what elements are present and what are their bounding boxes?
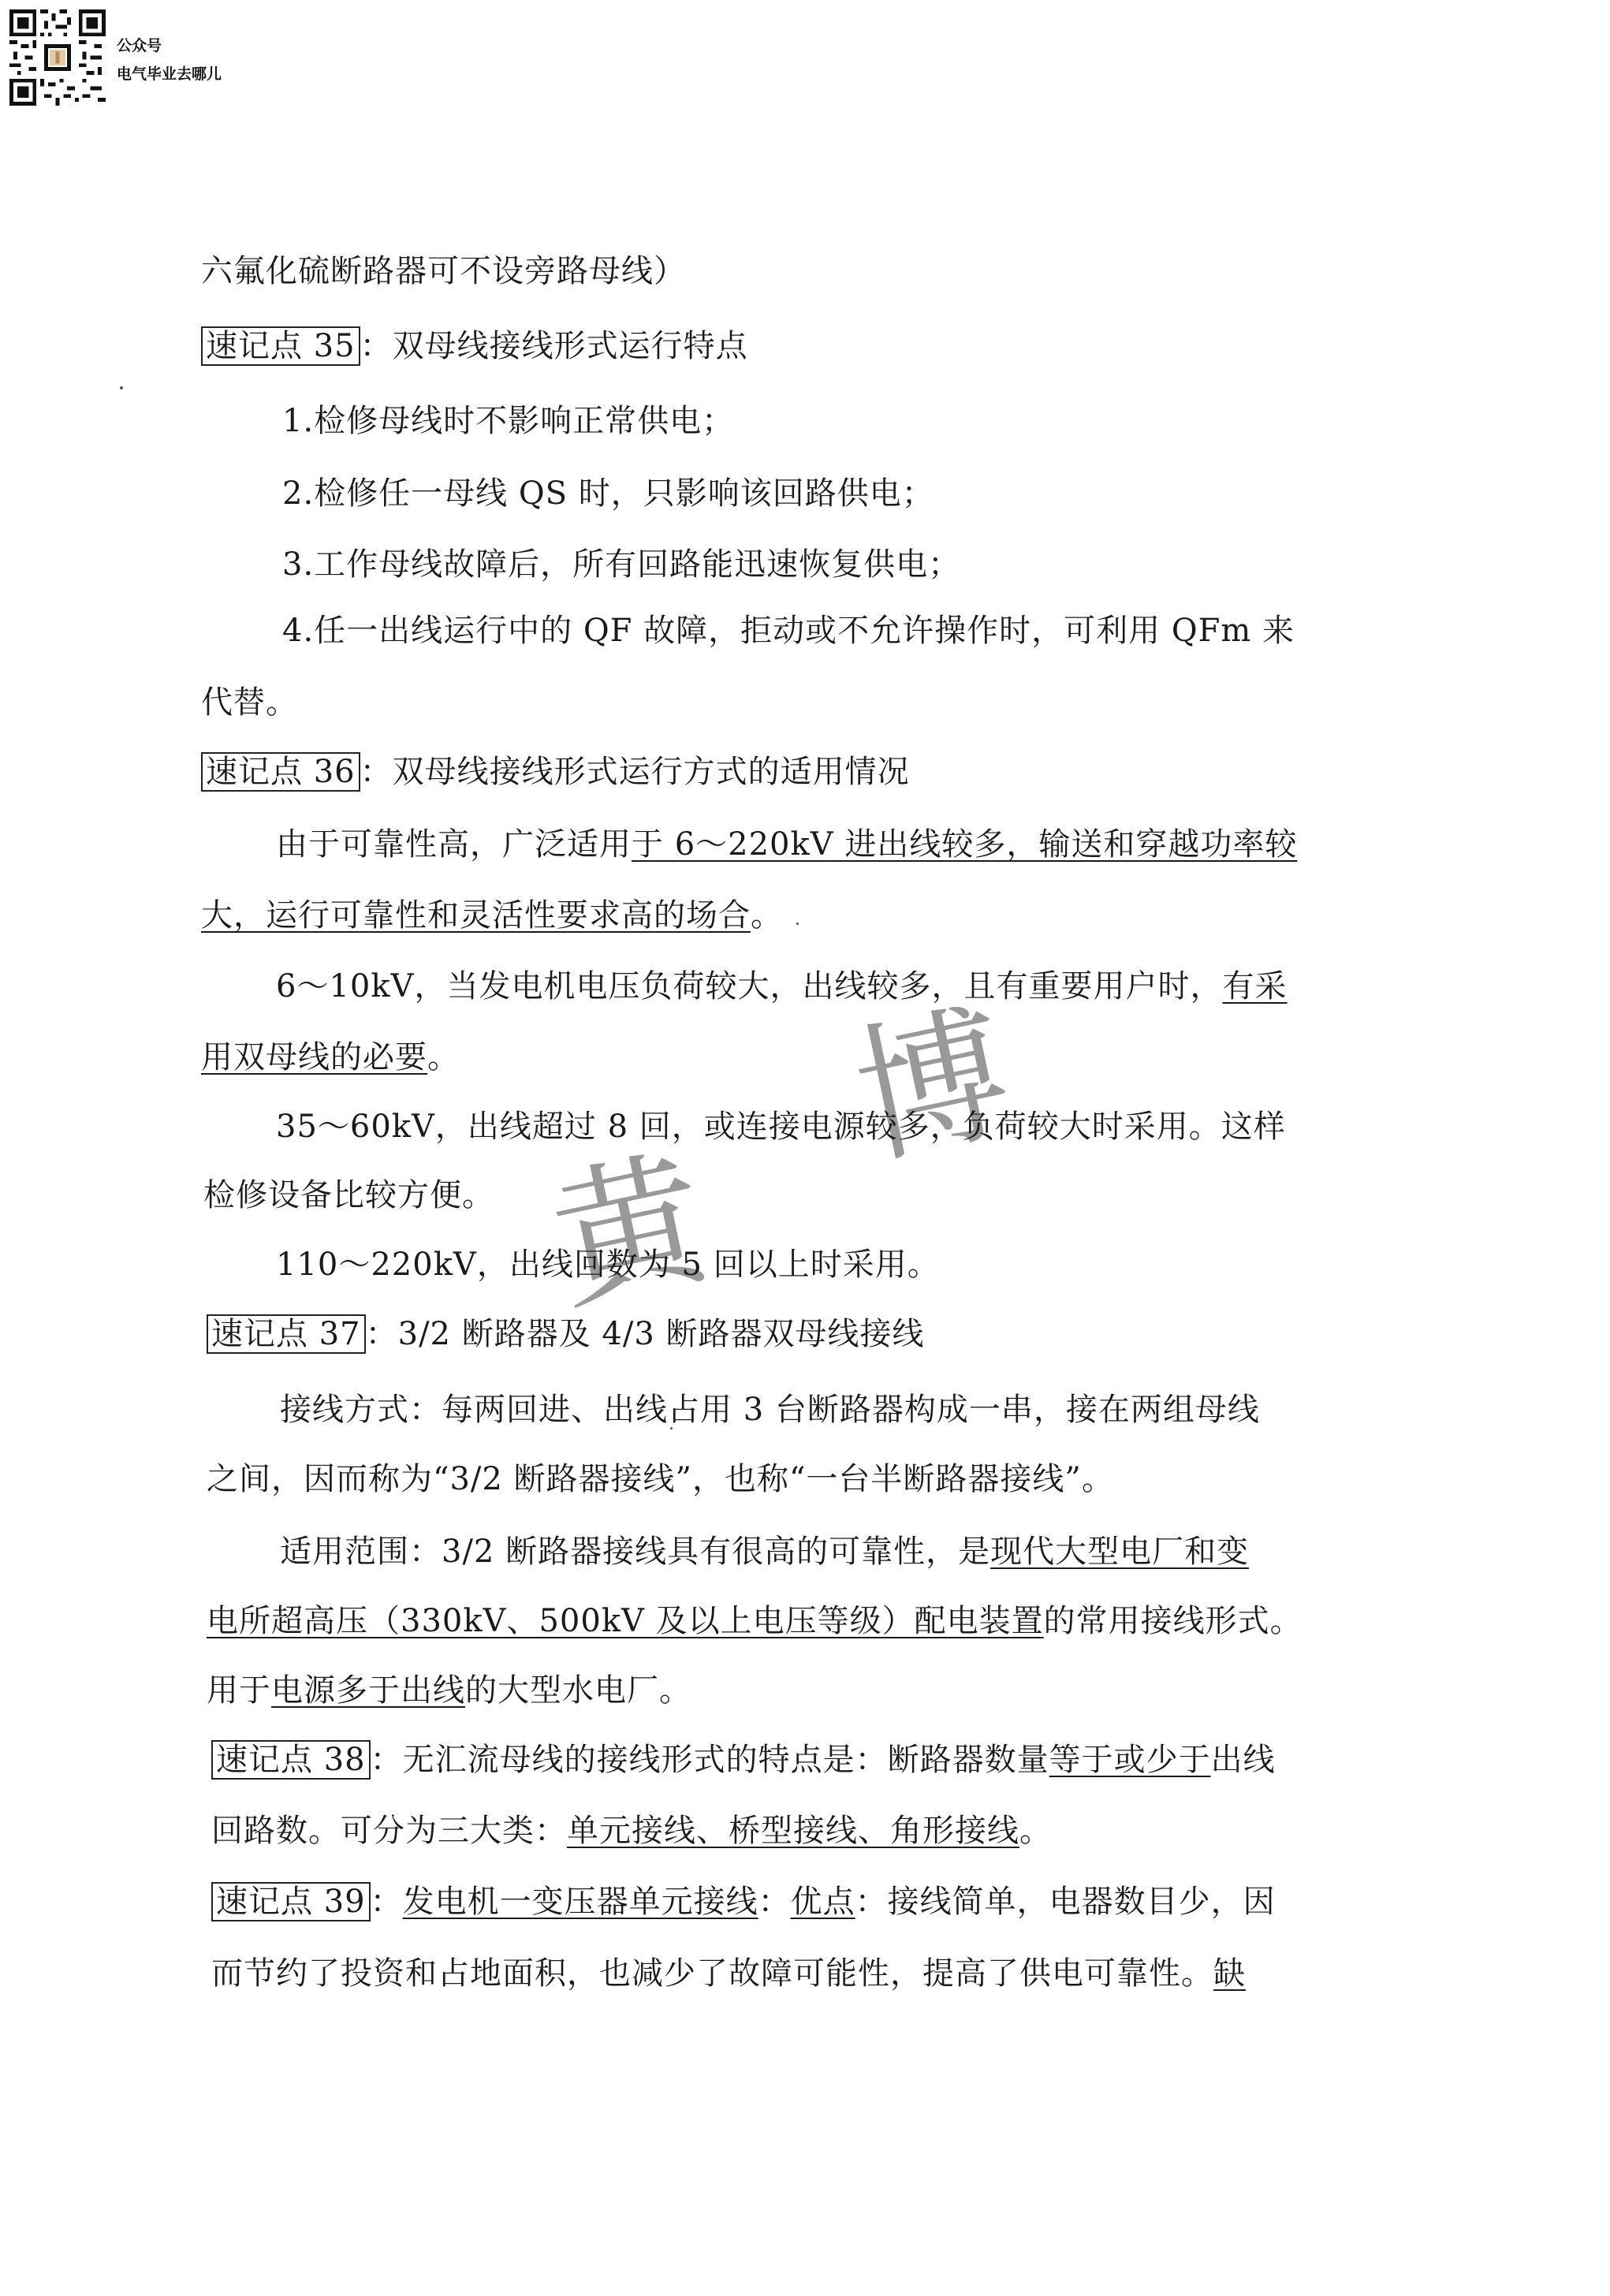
underlined-text: 等于或少于 [1049, 1742, 1211, 1778]
underlined-text: 电源多于出线 [271, 1672, 465, 1709]
plain-text: 用于 [207, 1672, 271, 1709]
section-heading-35 [201, 326, 748, 367]
section-heading-37 [207, 1314, 925, 1355]
underlined-text: 发电机一变压器单元接线 [402, 1884, 758, 1920]
paragraph-line: 110～220kV，出线回数为 5 回以上时采用。 [276, 1247, 940, 1283]
plain-text: 。 [751, 897, 783, 934]
plain-text: 的大型水电厂。 [465, 1672, 691, 1709]
underlined-text: 大，运行可靠性和灵活性要求高的场合 [201, 897, 751, 934]
key-point-box: 速记点 35 [201, 326, 360, 366]
section-heading-36 [201, 751, 910, 792]
underlined-text: 电所超高压（330kV、500kV 及以上电压等级）配电装置 [207, 1603, 1044, 1639]
plain-text: 由于可靠性高，广泛适用 [276, 826, 632, 863]
heading-text: ：无汇流母线的接线形式的特点是：断路器数量 [370, 1742, 1049, 1778]
plain-text: 。 [1019, 1813, 1052, 1849]
plain-text: 6～10kV，当发电机电压负荷较大，出线较多，且有重要用户时， [276, 968, 1223, 1004]
paragraph-line: 检修设备比较方便。 [203, 1177, 494, 1213]
paragraph-line [207, 1601, 1303, 1642]
key-point-box: 速记点 36 [201, 752, 360, 792]
paragraph-line: 35～60kV，出线超过 8 回，或连接电源较多，负荷较大时采用。这样 [276, 1109, 1286, 1145]
key-point-box: 速记点 39 [211, 1882, 371, 1921]
text-line: 六氟化硫断路器可不设旁路母线） [201, 253, 686, 289]
section-heading-38 [211, 1739, 1276, 1780]
paragraph-line: 接线方式：每两回进、出线占用 3 台断路器构成一串，接在两组母线 [280, 1392, 1260, 1428]
heading-text: ： [758, 1884, 791, 1920]
plain-text: 的常用接线形式。 [1043, 1603, 1303, 1639]
list-item: 1.检修母线时不影响正常供电； [282, 403, 735, 439]
heading-text: ： [370, 1884, 403, 1920]
heading-text: 出线 [1210, 1742, 1276, 1778]
plain-text: 适用范围：3/2 断路器接线具有很高的可靠性，是 [280, 1534, 991, 1570]
paragraph-line [211, 1810, 1052, 1851]
underlined-text: 单元接线、桥型接线、角形接线 [567, 1813, 1019, 1849]
underlined-text: 优点 [790, 1884, 855, 1920]
underlined-text: 于 6～220kV 进出线较多，输送和穿越功率较 [632, 826, 1298, 863]
watermark-char-1: 黄 [538, 1131, 721, 1332]
paragraph-line: 之间，因而称为“3/2 断路器接线”，也称“一台半断路器接线”。 [207, 1461, 1114, 1497]
paragraph-line [280, 1531, 1249, 1572]
heading-text: ：3/2 断路器及 4/3 断路器双母线接线 [365, 1316, 925, 1352]
brand-line-2: 电气毕业去哪儿 [117, 65, 222, 83]
watermark-char-2: 博 [841, 985, 1025, 1187]
list-item: 3.工作母线故障后，所有回路能迅速恢复供电； [282, 546, 961, 583]
paragraph-line [211, 1953, 1246, 1994]
paragraph-line [201, 895, 783, 936]
underlined-text: 缺 [1213, 1955, 1246, 1992]
heading-text: ：双母线接线形式运行特点 [360, 328, 748, 364]
paragraph-line [207, 1670, 691, 1711]
plain-text: 。 [427, 1039, 460, 1075]
list-item: 4.任一出线运行中的 QF 故障，拒动或不允许操作时，可利用 QFm 来 [282, 613, 1295, 649]
key-point-box: 速记点 37 [207, 1314, 366, 1354]
key-point-box: 速记点 38 [211, 1740, 371, 1780]
heading-text: ：双母线接线形式运行方式的适用情况 [360, 754, 910, 790]
section-heading-39 [211, 1881, 1276, 1922]
underlined-text: 有采 [1222, 968, 1288, 1004]
plain-text: 回路数。可分为三大类： [211, 1813, 567, 1849]
plain-text: 而节约了投资和占地面积，也减少了故障可能性，提高了供电可靠性。 [211, 1955, 1213, 1992]
list-item: 2.检修任一母线 QS 时，只影响该回路供电； [282, 475, 934, 512]
underlined-text: 用双母线的必要 [201, 1039, 427, 1075]
paragraph-line [276, 824, 1297, 865]
brand-line-1: 公众号 [117, 37, 162, 54]
text-line: 代替。 [201, 684, 298, 721]
paragraph-line [276, 966, 1287, 1007]
paragraph-line [201, 1037, 460, 1078]
underlined-text: 现代大型电厂和变 [990, 1534, 1250, 1570]
heading-text: ：接线简单，电器数目少，因 [855, 1884, 1276, 1920]
